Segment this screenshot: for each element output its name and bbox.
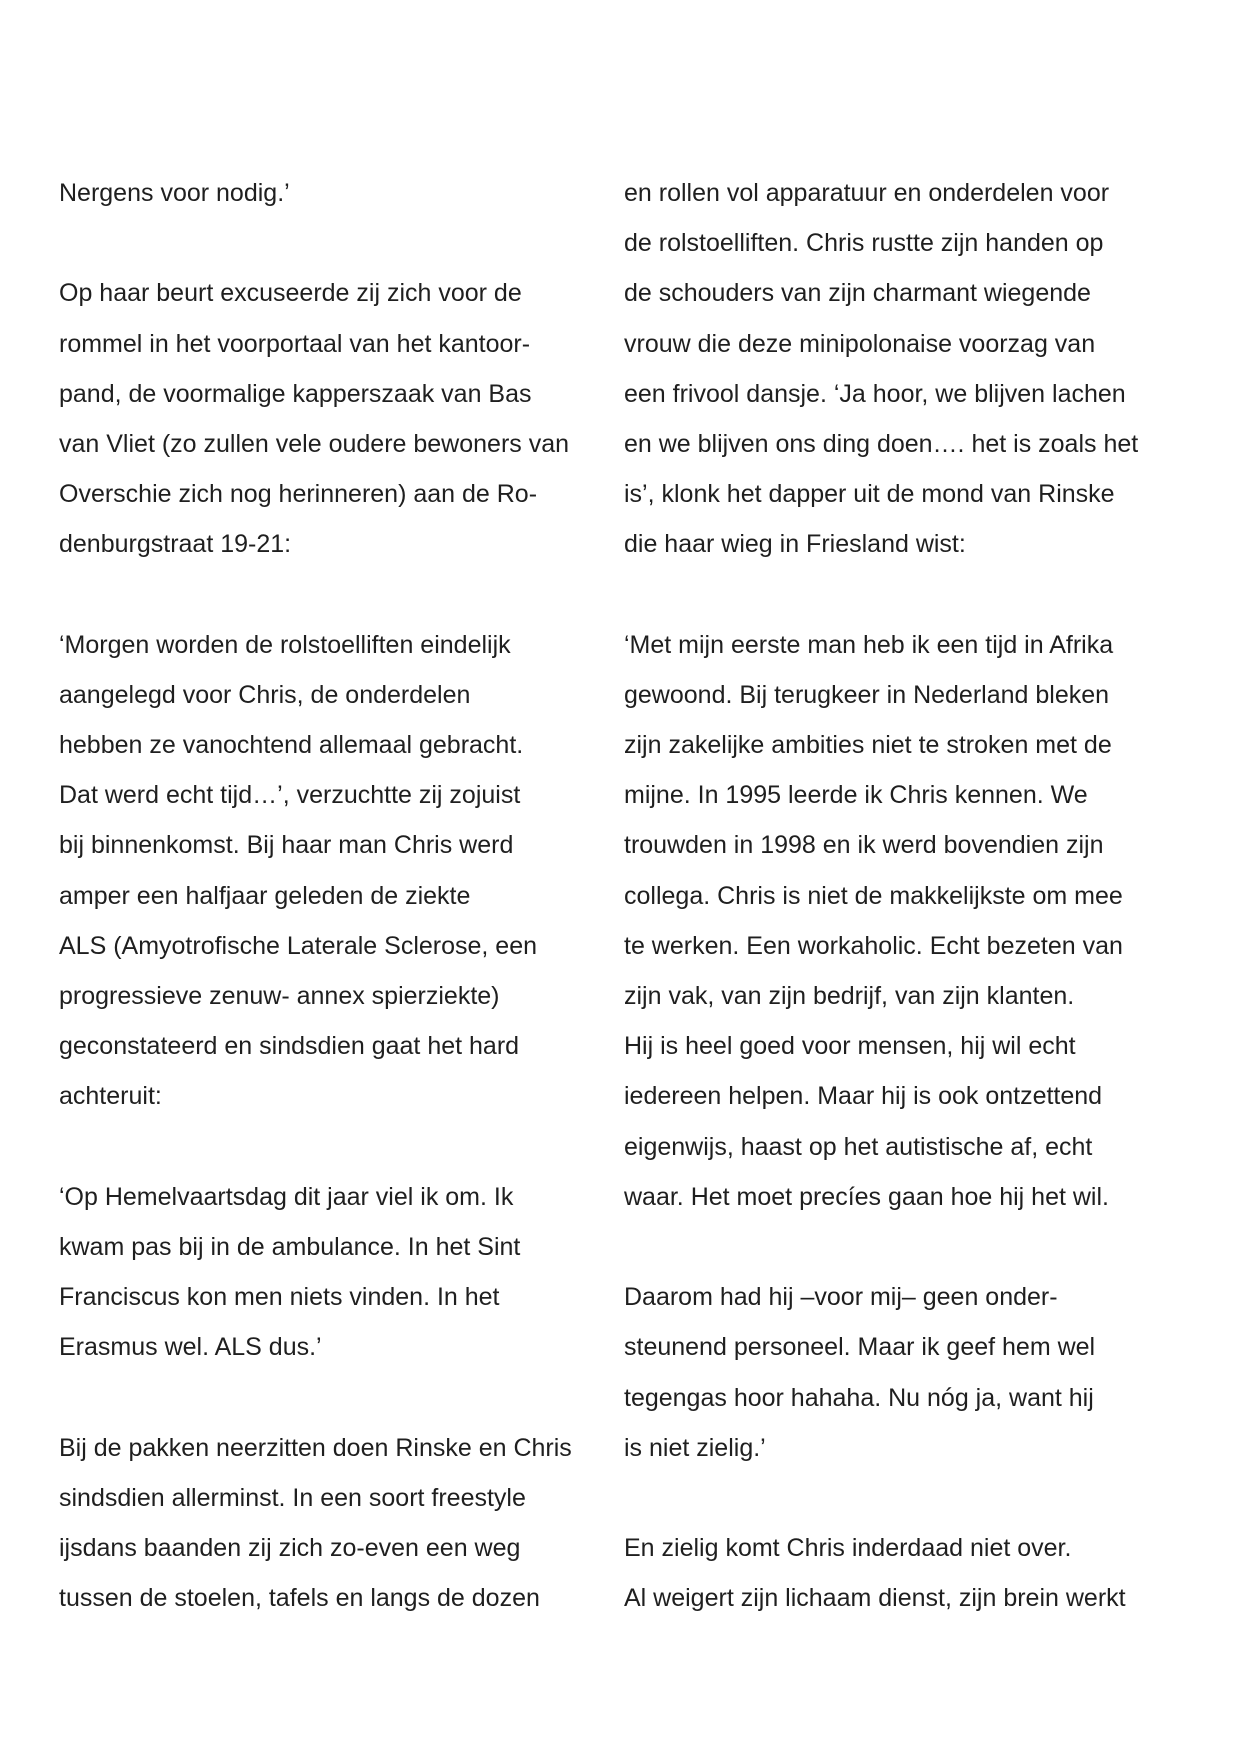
text-line: waar. Het moet precíes gaan hoe hij het wil. [624, 1182, 1109, 1211]
text-line: Daarom had hij –voor mij– geen onder- [624, 1283, 1058, 1312]
text-line: En zielig komt Chris inderdaad niet over. [624, 1534, 1072, 1563]
text-line: progressieve zenuw- annex spierziekte) [59, 982, 500, 1010]
text-line: en rollen vol apparatuur en onderdelen voor [624, 179, 1110, 207]
text-line [59, 570, 599, 620]
text-line [59, 218, 599, 268]
text-line: Op haar beurt excuseerde zij zich voor de [59, 279, 522, 308]
text-line: de rolstoelliften. Chris rustte zijn handen op [624, 229, 1104, 258]
text-line: en we blijven ons ding doen…. het is zoals het [624, 429, 1139, 458]
text-line: aangelegd voor Chris, de onderdelen [59, 680, 471, 709]
text-line [59, 1373, 599, 1423]
text-line: achteruit: [59, 1082, 162, 1111]
text-line: Al weigert zijn lichaam dienst, zijn brein werkt [624, 1584, 1126, 1613]
text-line: ‘Morgen worden de rolstoelliften eindelijk [59, 630, 511, 659]
right-text-column [624, 168, 1184, 1623]
text-line: Dat werd echt tijd…’, verzuchtte zij zojuist [59, 781, 521, 810]
text-line: Bij de pakken neerzitten doen Rinske en Chris [59, 1433, 572, 1462]
text-line: ‘Met mijn eerste man heb ik een tijd in Afrika [624, 630, 1114, 659]
text-line: te werken. Een workaholic. Echt bezeten van [624, 931, 1123, 960]
text-line: ijsdans baanden zij zich zo-even een weg [59, 1534, 521, 1563]
text-line: trouwden in 1998 en ik werd bovendien zijn [624, 831, 1104, 860]
text-line: een frivool dansje. ‘Ja hoor, we blijven lachen [624, 379, 1126, 408]
text-line: pand, de voormalige kapperszaak van Bas [59, 379, 532, 408]
text-line: ALS (Amyotrofische Laterale Sclerose, een [59, 931, 538, 960]
text-line: zijn vak, van zijn bedrijf, van zijn klanten. [624, 982, 1075, 1010]
text-line: Erasmus wel. ALS dus.’ [59, 1333, 322, 1362]
text-line: Nergens voor nodig.’ [59, 179, 290, 207]
text-line [59, 1122, 599, 1172]
text-line: bij binnenkomst. Bij haar man Chris werd [59, 831, 514, 860]
text-line: die haar wieg in Friesland wist: [624, 530, 966, 559]
text-line: zijn zakelijke ambities niet te stroken met de [624, 731, 1112, 760]
text-line [624, 1473, 1184, 1523]
text-line: iedereen helpen. Maar hij is ook ontzettend [624, 1082, 1103, 1111]
text-line: ‘Op Hemelvaartsdag dit jaar viel ik om. Ik [59, 1182, 514, 1211]
text-line: denburgstraat 19-21: [59, 530, 292, 559]
text-line: Overschie zich nog herinneren) aan de Ro- [59, 480, 538, 509]
text-line [624, 1222, 1184, 1272]
text-line: Hij is heel goed voor mensen, hij wil echt [624, 1032, 1076, 1061]
text-line: collega. Chris is niet de makkelijkste om mee [624, 881, 1123, 910]
text-line: steunend personeel. Maar ik geef hem wel [624, 1333, 1096, 1362]
text-line: mijne. In 1995 leerde ik Chris kennen. We [624, 781, 1088, 810]
text-line: is’, klonk het dapper uit de mond van Rinske [624, 480, 1115, 509]
text-line: tegengas hoor hahaha. Nu nóg ja, want hij [624, 1383, 1094, 1412]
text-line: Franciscus kon men niets vinden. In het [59, 1283, 500, 1312]
text-line: gewoond. Bij terugkeer in Nederland bleken [624, 680, 1110, 709]
text-line [624, 570, 1184, 620]
text-line: is niet zielig.’ [624, 1433, 766, 1462]
text-line: tussen de stoelen, tafels en langs de dozen [59, 1584, 540, 1613]
text-line: van Vliet (zo zullen vele oudere bewoners van [59, 429, 570, 458]
text-line: de schouders van zijn charmant wiegende [624, 279, 1091, 308]
text-line: sindsdien allerminst. In een soort freestyle [59, 1483, 526, 1512]
left-text-column [59, 168, 599, 1623]
text-line: vrouw die deze minipolonaise voorzag van [624, 329, 1096, 358]
text-line: eigenwijs, haast op het autistische af, echt [624, 1132, 1093, 1161]
text-line: amper een halfjaar geleden de ziekte [59, 881, 471, 910]
text-line: hebben ze vanochtend allemaal gebracht. [59, 731, 524, 760]
text-line: geconstateerd en sindsdien gaat het hard [59, 1032, 520, 1061]
text-line: kwam pas bij in de ambulance. In het Sint [59, 1232, 521, 1261]
text-line: rommel in het voorportaal van het kantoor- [59, 329, 531, 358]
